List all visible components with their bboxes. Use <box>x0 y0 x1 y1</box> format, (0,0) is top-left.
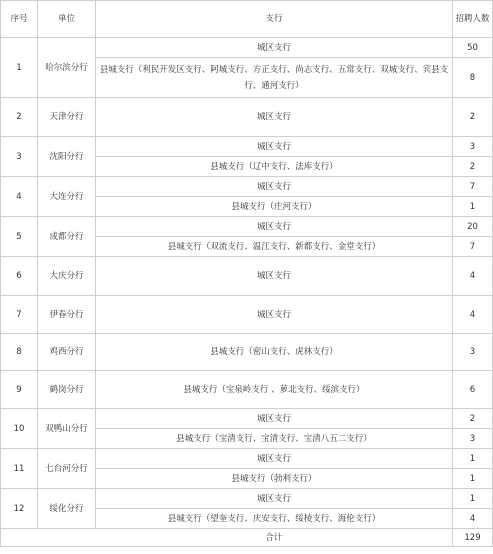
row-branch: 县城支行（辽中支行、法库支行） <box>96 157 453 177</box>
row-branch: 城区支行 <box>96 449 453 469</box>
table-row <box>1 489 493 509</box>
table-row <box>1 217 493 237</box>
row-count: 8 <box>453 58 493 98</box>
row-count: 2 <box>453 157 493 177</box>
table-row <box>1 449 493 469</box>
row-unit: 哈尔滨分行 <box>38 38 96 98</box>
row-seq: 1 <box>1 38 38 98</box>
row-count: 3 <box>453 137 493 157</box>
row-count: 20 <box>453 217 493 237</box>
row-branch: 县城支行（利民开发区支行、阿城支行、方正支行、尚志支行、五常支行、双城支行、宾县支行、通河支行） <box>96 58 453 98</box>
row-unit: 大庆分行 <box>38 257 96 296</box>
table-row <box>1 137 493 157</box>
row-branch: 城区支行 <box>96 409 453 429</box>
total-row <box>1 529 493 547</box>
row-branch: 城区支行 <box>96 177 453 197</box>
row-branch: 城区支行 <box>96 257 453 296</box>
row-count: 3 <box>453 334 493 371</box>
table-row <box>1 296 493 334</box>
row-count: 7 <box>453 237 493 257</box>
row-count: 50 <box>453 38 493 58</box>
row-branch: 城区支行 <box>96 296 453 334</box>
row-unit: 成都分行 <box>38 217 96 257</box>
row-seq: 5 <box>1 217 38 257</box>
row-unit: 七台河分行 <box>38 449 96 489</box>
header-seq: 序号 <box>1 1 38 38</box>
row-branch: 县城支行（勃利支行） <box>96 469 453 489</box>
row-count: 1 <box>453 489 493 509</box>
row-seq: 2 <box>1 98 38 137</box>
row-seq: 3 <box>1 137 38 177</box>
table-body <box>1 1 493 547</box>
header-branch: 支行 <box>96 1 453 38</box>
row-unit: 沈阳分行 <box>38 137 96 177</box>
row-count: 1 <box>453 197 493 217</box>
row-branch: 县城支行（宝泉岭支行 、萝北支行、绥滨支行） <box>96 371 453 409</box>
row-seq: 4 <box>1 177 38 217</box>
row-count: 4 <box>453 509 493 529</box>
row-seq: 8 <box>1 334 38 371</box>
row-count: 2 <box>453 409 493 429</box>
row-seq: 10 <box>1 409 38 449</box>
row-count: 1 <box>453 469 493 489</box>
row-branch: 城区支行 <box>96 217 453 237</box>
row-seq: 6 <box>1 257 38 296</box>
row-seq: 12 <box>1 489 38 529</box>
row-unit: 大连分行 <box>38 177 96 217</box>
row-count: 6 <box>453 371 493 409</box>
row-unit: 绥化分行 <box>38 489 96 529</box>
total-count: 129 <box>453 529 493 547</box>
row-unit: 双鸭山分行 <box>38 409 96 449</box>
table-row <box>1 38 493 58</box>
row-count: 4 <box>453 257 493 296</box>
row-seq: 11 <box>1 449 38 489</box>
row-count: 3 <box>453 429 493 449</box>
row-seq: 7 <box>1 296 38 334</box>
header-count: 招聘人数 <box>453 1 493 38</box>
row-branch: 城区支行 <box>96 98 453 137</box>
row-branch: 县城支行（望奎支行、庆安支行、绥棱支行、海伦支行） <box>96 509 453 529</box>
row-branch: 城区支行 <box>96 38 453 58</box>
row-count: 2 <box>453 98 493 137</box>
table-row <box>1 371 493 409</box>
total-empty-cell <box>1 529 96 547</box>
row-branch: 县城支行（双流支行、温江支行、新都支行、金堂支行） <box>96 237 453 257</box>
row-unit: 鹤岗分行 <box>38 371 96 409</box>
row-seq: 9 <box>1 371 38 409</box>
row-unit: 鸡西分行 <box>38 334 96 371</box>
table-row <box>1 409 493 429</box>
row-branch: 城区支行 <box>96 137 453 157</box>
total-label: 合计 <box>96 529 453 547</box>
table-row <box>1 98 493 137</box>
row-unit: 天津分行 <box>38 98 96 137</box>
header-row <box>1 1 493 38</box>
row-branch: 县城支行（庄河支行） <box>96 197 453 217</box>
header-unit: 单位 <box>38 1 96 38</box>
row-count: 7 <box>453 177 493 197</box>
row-count: 1 <box>453 449 493 469</box>
table-row <box>1 177 493 197</box>
row-branch: 城区支行 <box>96 489 453 509</box>
table-row <box>1 257 493 296</box>
row-branch: 县城支行（宝清支行、宝清支行、宝清八五二支行） <box>96 429 453 449</box>
table-row <box>1 334 493 371</box>
row-unit: 伊春分行 <box>38 296 96 334</box>
row-count: 4 <box>453 296 493 334</box>
row-branch: 县城支行（密山支行、虎林支行） <box>96 334 453 371</box>
